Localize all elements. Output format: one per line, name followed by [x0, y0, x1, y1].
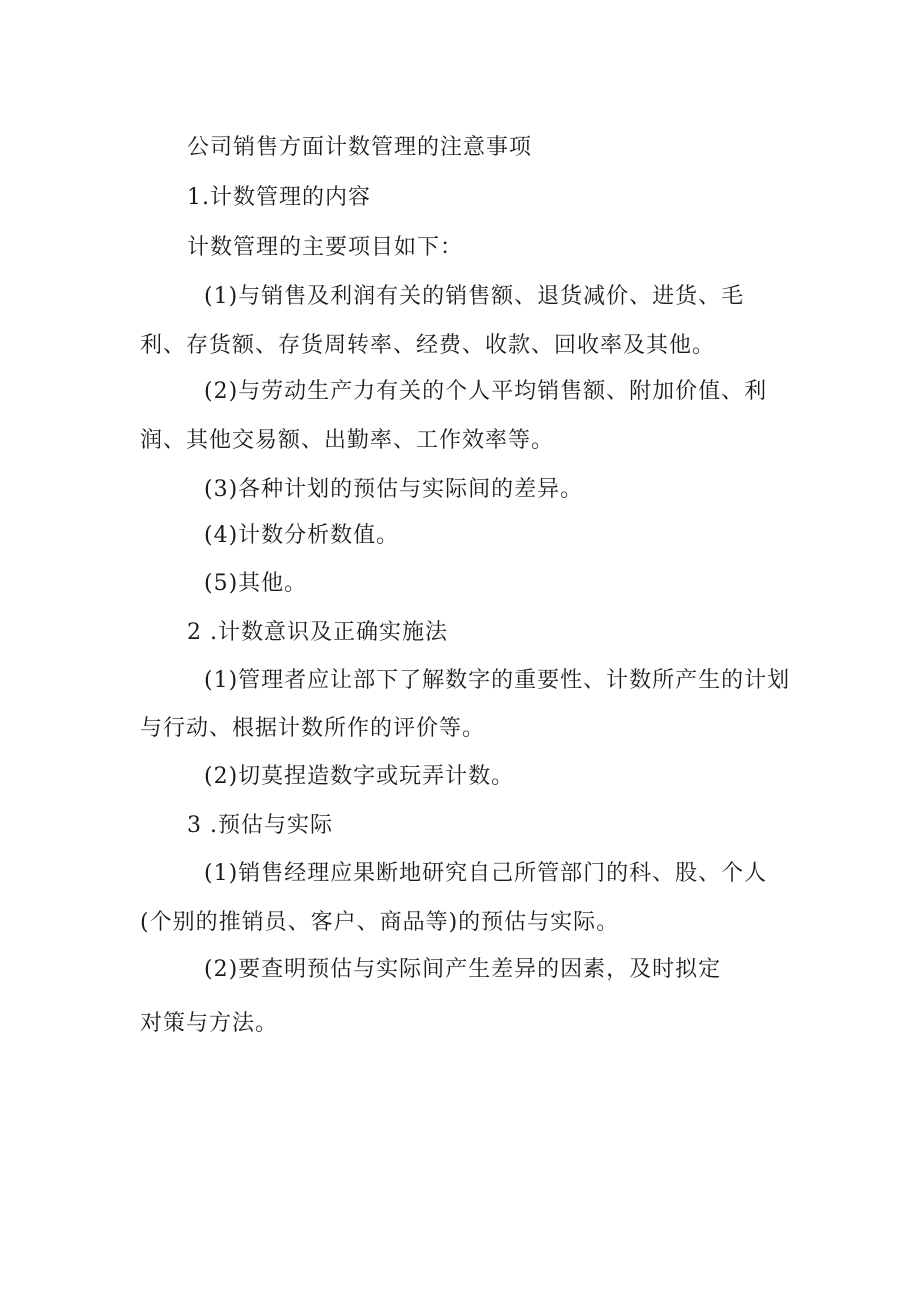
section-heading-1: 1.计数管理的内容 — [187, 185, 371, 210]
list-item-continuation: (个别的推销员、客户、商品等)的预估与实际。 — [140, 910, 620, 935]
list-item-continuation: 与行动、根据计数所作的评价等。 — [140, 716, 486, 741]
list-item-line: (2)与劳动生产力有关的个人平均销售额、附加价值、利 — [204, 379, 768, 404]
section-heading-3: 3 .预估与实际 — [187, 813, 333, 838]
list-item-continuation: 润、其他交易额、出勤率、工作效率等。 — [140, 428, 555, 453]
paragraph-line: 计数管理的主要项目如下： — [187, 235, 464, 260]
document-title: 公司销售方面计数管理的注意事项 — [187, 135, 533, 160]
list-item-line: (2)切莫捏造数字或玩弄计数。 — [204, 764, 515, 789]
list-item-line: (2)要查明预估与实际间产生差异的因素，及时拟定 — [204, 957, 722, 982]
list-item-line: (3)各种计划的预估与实际间的差异。 — [204, 477, 584, 502]
list-item-line: (1)销售经理应果断地研究自己所管部门的科、股、个人 — [204, 861, 768, 886]
section-heading-2: 2 .计数意识及正确实施法 — [187, 620, 448, 645]
list-item-line: (5)其他。 — [204, 571, 308, 596]
list-item-line: (1)与销售及利润有关的销售额、退货减价、进货、毛 — [204, 284, 745, 309]
list-item-line: (1)管理者应让部下了解数字的重要性、计数所产生的计划 — [204, 668, 791, 693]
list-item-continuation: 对策与方法。 — [140, 1011, 279, 1036]
list-item-line: (4)计数分析数值。 — [204, 523, 400, 548]
list-item-continuation: 利、存货额、存货周转率、经费、收款、回收率及其他。 — [140, 333, 716, 358]
